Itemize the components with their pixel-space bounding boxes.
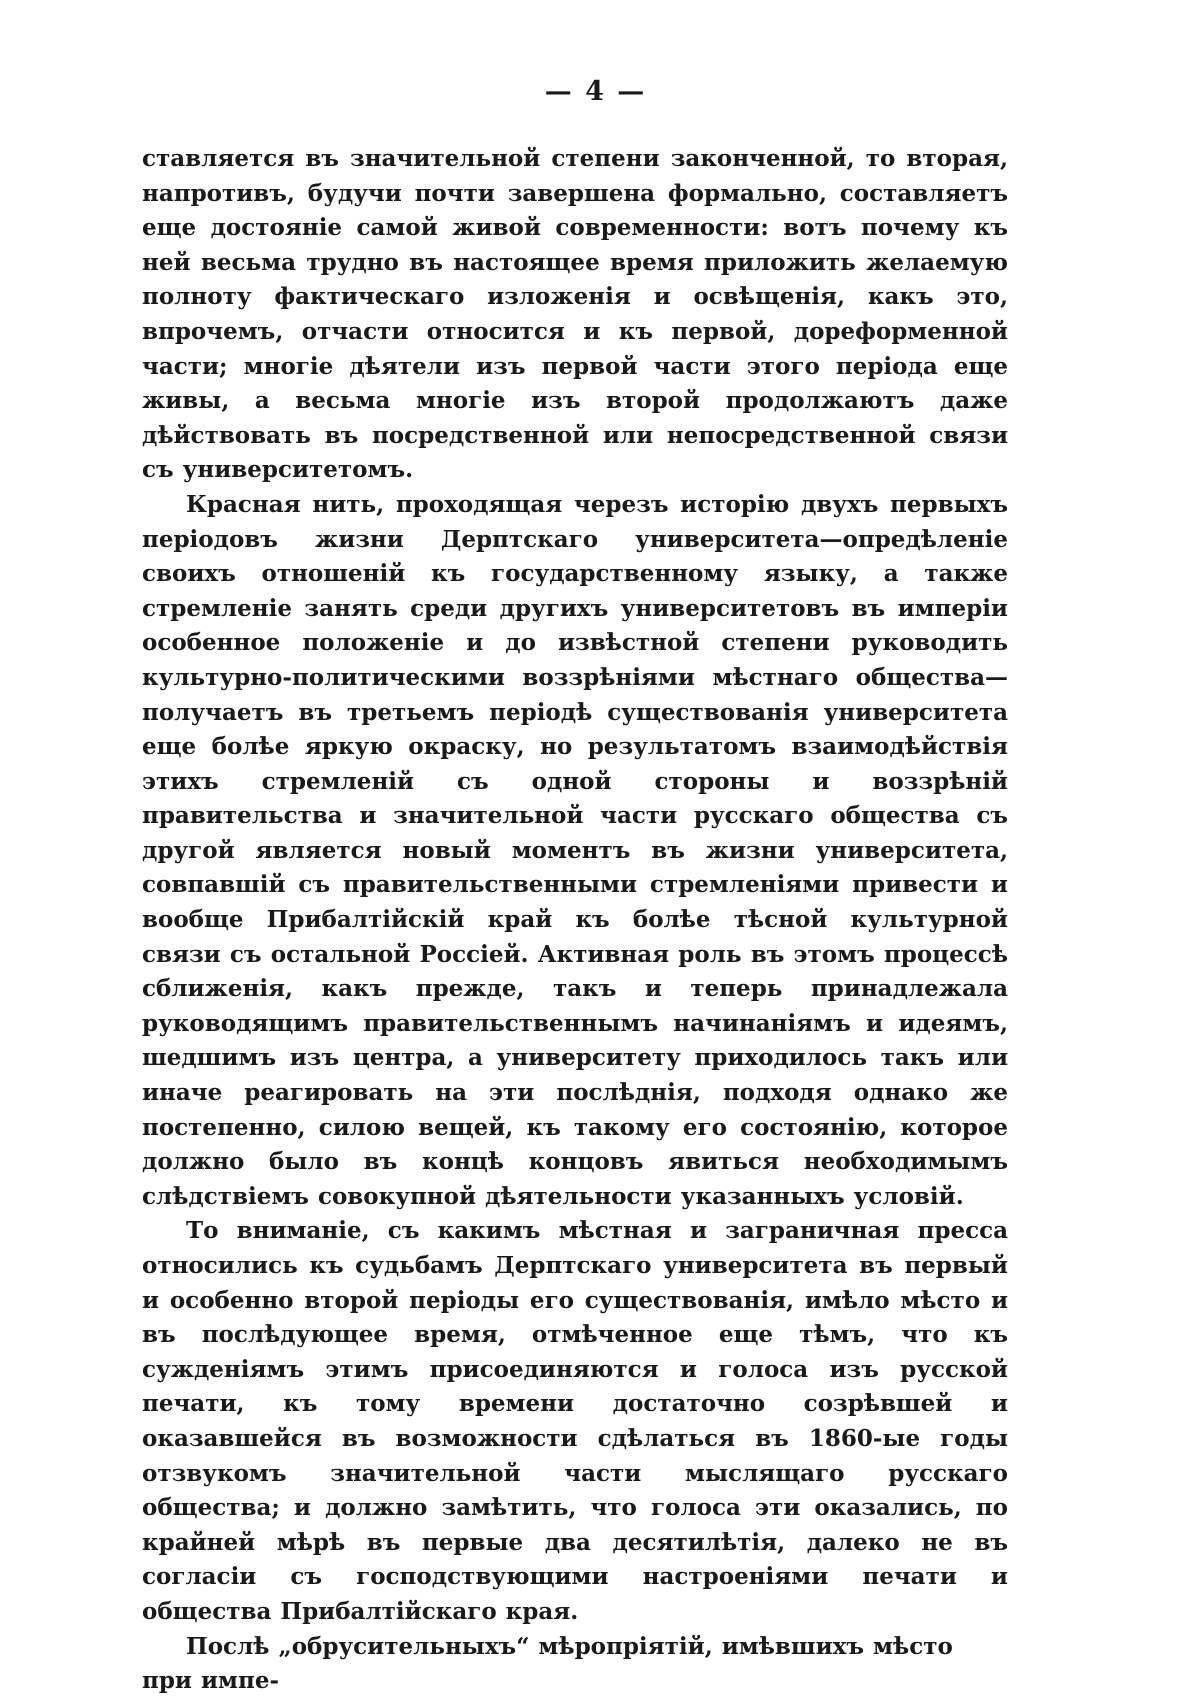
paragraph: То вниманіе, съ какимъ мѣстная и заграничная пресса относились къ судьбамъ Дерптскаго университета въ первый и особенно второй періоды его существованія, имѣло мѣсто и въ послѣдующее время, отмѣченное еще тѣмъ, что къ сужденіямъ этимъ присоединяются и голоса изъ русской печати, къ тому времени достаточно созрѣвшей и оказавшейся въ возможности сдѣлаться въ 1860-ые годы отзвукомъ значительной части мыслящаго русскаго общества; и должно замѣтить, что голоса эти оказались, по крайней мѣрѣ въ первые два десятилѣтія, далеко не въ согласіи съ господствующими настроеніями печати и общества Прибалтійскаго края. bbox=[142, 1217, 1008, 1625]
paragraph-truncated: Послѣ „обрусительныхъ“ мѣропріятій, имѣвшихъ мѣсто при импе- bbox=[142, 1632, 953, 1695]
body-text bbox=[142, 142, 1008, 1699]
paragraph: Красная нить, проходящая черезъ исторію двухъ первыхъ періодовъ жизни Дерптскаго университета—опредѣленіе своихъ отношеній къ государственному языку, а также стремленіе занять среди другихъ университетовъ въ имперіи особенное положеніе и до извѣстной степени руководить культурно-политическими воззрѣніями мѣстнаго общества—получаетъ въ третьемъ періодѣ существованія университета еще болѣе яркую окраску, но результатомъ взаимодѣйствія этихъ стремленій съ одной стороны и воззрѣній правительства и значительной части русскаго общества съ другой является новый моментъ въ жизни университета, совпавшій съ правительственными стремленіями привести и вообще Прибалтійскій край къ болѣе тѣсной культурной связи съ остальной Россіей. Активная роль въ этомъ процессѣ сближенія, какъ прежде, такъ и теперь принадлежала руководящимъ правительственнымъ начинаніямъ и идеямъ, шедшимъ изъ центра, а университету приходилось такъ или иначе реагировать на эти послѣднія, подходя однако же постепенно, силою вещей, къ такому его состоянію, которое должно было въ концѣ концовъ явиться необходимымъ слѣдствіемъ совокупной дѣятельности указанныхъ условій. bbox=[142, 490, 1008, 1210]
paragraph-continuation: ставляется въ значительной степени законченной, то вторая, напротивъ, будучи почти завершена формально, составляетъ еще достояніе самой живой современности: вотъ почему къ ней весьма трудно въ настоящее время приложить желаемую полноту фактическаго изложенія и освѣщенія, какъ это, впрочемъ, отчасти относится и къ первой, дореформенной части; многіе дѣятели изъ первой части этого періода еще живы, а весьма многіе изъ второй продолжаютъ даже дѣйствовать въ посредственной или непосредственной связи съ университетомъ. bbox=[142, 145, 1008, 484]
page-number: — 4 — bbox=[544, 76, 647, 107]
